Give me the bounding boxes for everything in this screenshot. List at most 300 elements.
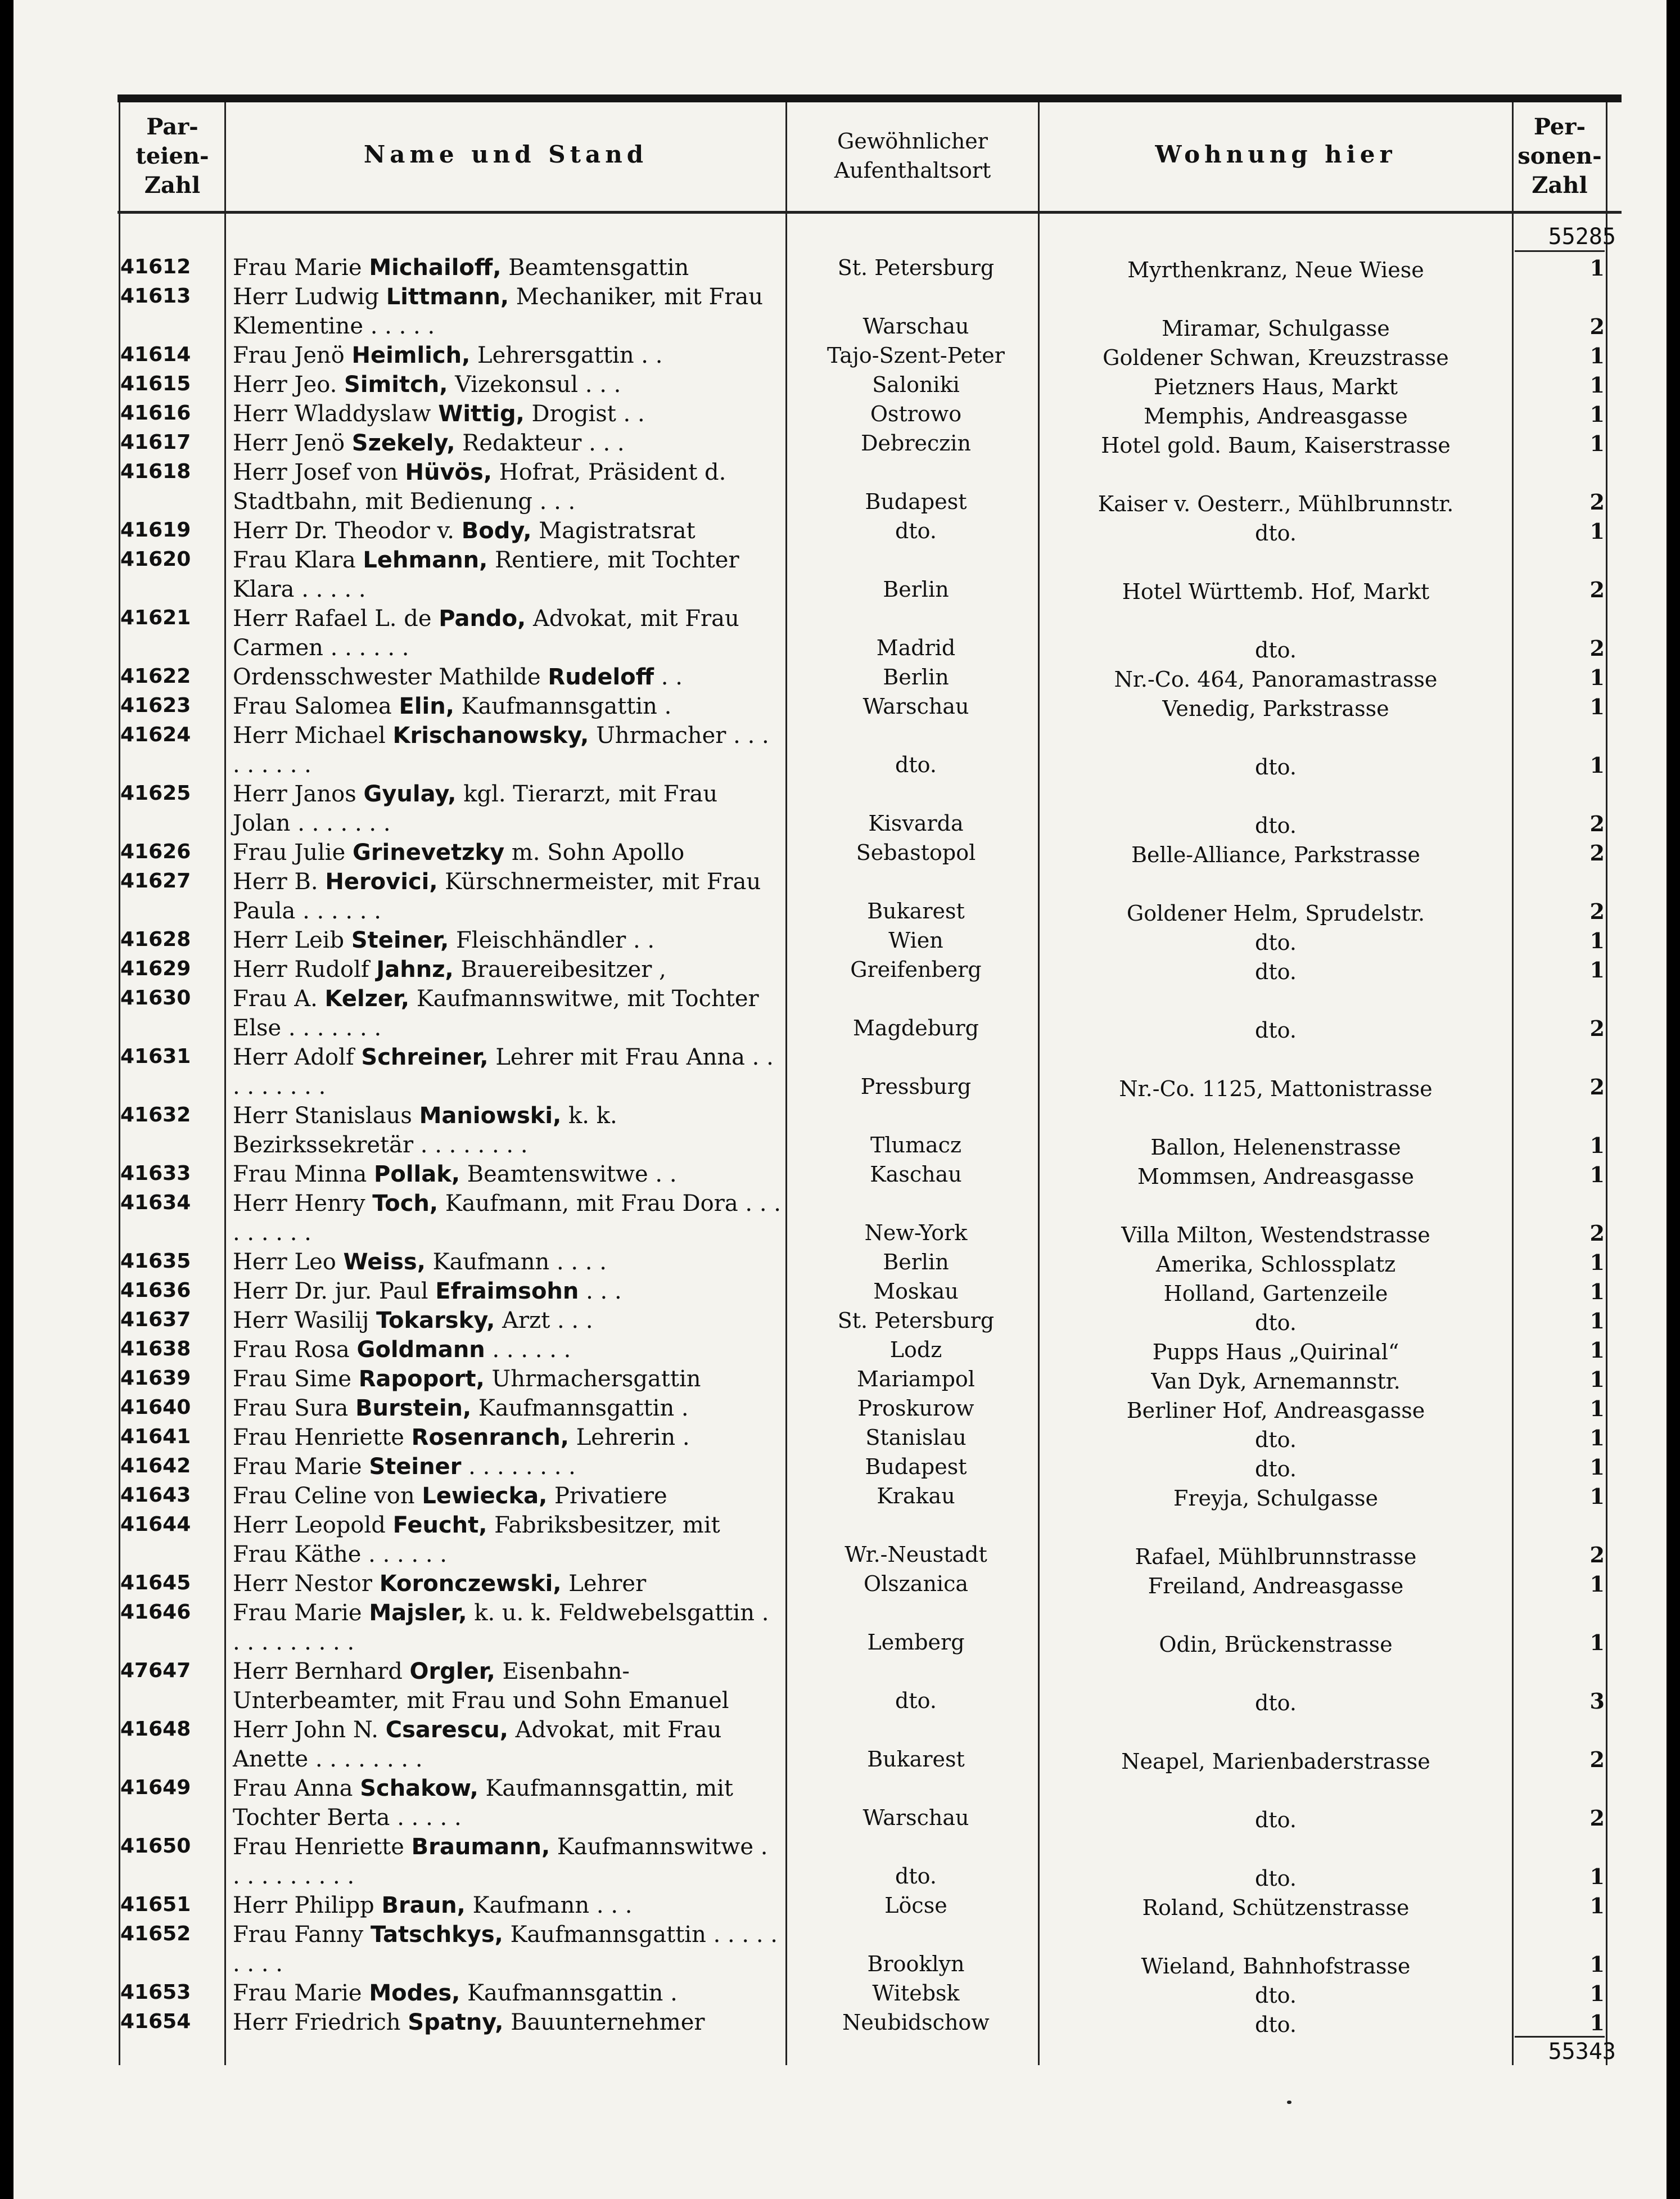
local-address: Berliner Hof, Andreasgasse <box>1126 1398 1425 1423</box>
usual-residence: Stanislau <box>865 1425 967 1450</box>
usual-residence: Neubidschow <box>842 2010 990 2035</box>
given-name: Frau Julie <box>233 840 346 866</box>
person-count: 1 <box>1589 431 1605 456</box>
header-name-column: Name und Stand <box>363 141 648 168</box>
local-address: Hotel gold. Baum, Kaiserstrasse <box>1101 433 1451 458</box>
local-address: Pietzners Haus, Markt <box>1153 375 1398 399</box>
party-number: 41622 <box>120 665 191 688</box>
name-and-status <box>233 370 781 399</box>
occupation: Lehrersgattin . . <box>477 343 663 368</box>
usual-residence: Ostrowo <box>870 402 962 426</box>
local-address: dto. <box>1255 1018 1297 1043</box>
usual-residence: Debreczin <box>861 431 971 456</box>
page-total: 55343 <box>1548 2039 1616 2065</box>
given-name: Herr Ludwig <box>233 284 380 310</box>
party-number: 41635 <box>120 1250 191 1273</box>
occupation: Redakteur . . . <box>462 430 625 456</box>
local-address: dto. <box>1255 959 1297 984</box>
given-name: Herr Henry <box>233 1191 365 1216</box>
person-count: 2 <box>1589 899 1605 924</box>
party-number: 41645 <box>120 1571 191 1594</box>
table-row <box>13 1832 1667 1891</box>
surname: Littmann, <box>386 284 509 310</box>
given-name: Frau Henriette <box>233 1425 404 1450</box>
occupation: Kaufmannsgattin . <box>478 1395 689 1421</box>
name-and-status <box>233 1247 781 1277</box>
given-name: Herr B. <box>233 869 318 895</box>
surname: Elin, <box>399 693 454 719</box>
local-address: dto. <box>1255 1310 1297 1335</box>
party-number: 47647 <box>120 1659 191 1682</box>
name-and-status <box>233 1569 781 1598</box>
party-number: 41624 <box>120 723 191 746</box>
party-number: 41646 <box>120 1601 191 1624</box>
given-name: Frau Anna <box>233 1776 353 1801</box>
surname: Braun, <box>381 1892 466 1918</box>
surname: Toch, <box>372 1191 439 1216</box>
given-name: Herr Jenö <box>233 430 345 456</box>
surname: Maniowski, <box>419 1103 562 1129</box>
usual-residence: Krakau <box>877 1484 955 1508</box>
given-name: Herr Wladdyslaw <box>233 401 431 427</box>
given-name: Frau Marie <box>233 1980 362 2006</box>
local-address: Wieland, Bahnhofstrasse <box>1141 1954 1411 1979</box>
local-address: Belle-Alliance, Parkstrasse <box>1131 842 1420 867</box>
usual-residence: Bukarest <box>867 899 965 923</box>
surname: Szekely, <box>351 430 455 456</box>
header-text: Zahl <box>144 172 201 199</box>
party-number: 41618 <box>120 460 191 483</box>
person-count: 2 <box>1589 577 1605 602</box>
local-address: Pupps Haus „Quirinal“ <box>1152 1340 1399 1364</box>
name-and-status <box>233 838 781 867</box>
occupation: Arzt . . . <box>502 1308 593 1333</box>
header-text: teien- <box>136 143 209 169</box>
surname: Herovici, <box>325 869 438 895</box>
name-and-status <box>233 2008 781 2037</box>
usual-residence: Moskau <box>873 1279 959 1304</box>
party-number: 41652 <box>120 1922 191 1945</box>
usual-residence: Löcse <box>884 1893 947 1918</box>
person-count: 1 <box>1589 1571 1605 1597</box>
name-and-status <box>233 399 781 429</box>
given-name: Frau Sura <box>233 1395 349 1421</box>
local-address: Miramar, Schulgasse <box>1162 316 1390 341</box>
name-and-status <box>233 1715 781 1774</box>
table-row <box>13 1364 1667 1394</box>
header-persons-column <box>1514 112 1606 200</box>
person-count: 1 <box>1589 928 1605 953</box>
person-count: 1 <box>1589 1454 1605 1480</box>
occupation: Kürschnermeister, mit Frau Paula . . . . . . <box>233 869 768 924</box>
given-name: Frau Marie <box>233 255 362 281</box>
table-row <box>13 1306 1667 1335</box>
occupation: Kaufmannsgattin . <box>467 1980 678 2006</box>
header-text: sonen- <box>1518 143 1602 169</box>
given-name: Herr Adolf <box>233 1044 354 1070</box>
person-count: 1 <box>1589 665 1605 690</box>
surname: Lehmann, <box>363 547 488 573</box>
person-count: 1 <box>1589 1425 1605 1450</box>
local-address: Goldener Schwan, Kreuzstrasse <box>1103 345 1449 370</box>
name-and-status <box>233 1277 781 1306</box>
given-name: Herr Wasilij <box>233 1308 369 1333</box>
given-name: Frau Henriette <box>233 1834 404 1860</box>
surname: Kelzer, <box>324 986 410 1012</box>
occupation: Fleischhändler . . <box>456 927 655 953</box>
header-text: Gewöhnlicher <box>837 129 988 154</box>
occupation: Lehrer mit Frau Anna . . . . . . . . . <box>233 1044 781 1100</box>
occupation: Kaufmann . . . . <box>432 1249 607 1275</box>
given-name: Frau Celine von <box>233 1483 415 1509</box>
party-number: 41634 <box>120 1191 191 1214</box>
table-row <box>13 1423 1667 1452</box>
surname: Orgler, <box>409 1659 495 1684</box>
given-name: Herr John N. <box>233 1717 379 1743</box>
name-and-status <box>233 779 781 838</box>
person-count: 2 <box>1589 1220 1605 1246</box>
name-and-status <box>233 1598 781 1657</box>
local-address: Venedig, Parkstrasse <box>1162 696 1389 721</box>
person-count: 1 <box>1589 1133 1605 1158</box>
local-address: Nr.-Co. 1125, Mattonistrasse <box>1119 1076 1433 1101</box>
usual-residence: dto. <box>895 519 937 543</box>
name-and-status <box>233 458 781 516</box>
party-number: 41649 <box>120 1776 191 1799</box>
given-name: Herr Leopold <box>233 1512 386 1538</box>
person-count: 1 <box>1589 1864 1605 1889</box>
surname: Simitch, <box>344 372 448 398</box>
local-address: dto. <box>1255 521 1297 546</box>
local-address: Mommsen, Andreasgasse <box>1137 1164 1414 1189</box>
surname: Gyulay, <box>363 781 457 807</box>
occupation: Hofrat, Präsident d. Stadtbahn, mit Bedienung . . . <box>233 459 734 515</box>
usual-residence: Berlin <box>883 665 949 690</box>
table-row <box>13 429 1667 458</box>
occupation: m. Sohn Apollo <box>511 840 685 866</box>
usual-residence: Proskurow <box>857 1396 974 1421</box>
person-count: 1 <box>1589 1279 1605 1304</box>
carry-over-total: 55285 <box>1548 224 1616 250</box>
party-number: 41615 <box>120 372 191 395</box>
occupation: Kaufmannswitwe, mit Tochter Else . . . . . . . <box>233 986 766 1041</box>
name-and-status <box>233 984 781 1043</box>
party-number: 41631 <box>120 1045 191 1068</box>
table-row <box>13 1891 1667 1920</box>
surname: Michailoff, <box>369 255 502 281</box>
table-row <box>13 692 1667 721</box>
usual-residence: Warschau <box>862 1805 969 1830</box>
table-row <box>13 984 1667 1043</box>
local-address: Amerika, Schlossplatz <box>1155 1252 1396 1277</box>
table-row <box>13 2008 1667 2037</box>
party-number: 41613 <box>120 285 191 308</box>
usual-residence: Berlin <box>883 1250 949 1274</box>
party-number: 41653 <box>120 1981 191 2004</box>
total-rule <box>1515 250 1605 252</box>
person-count: 1 <box>1589 402 1605 427</box>
local-address: Freiland, Andreasgasse <box>1148 1574 1404 1598</box>
given-name: Frau Fanny <box>233 1922 364 1948</box>
table-row <box>13 1569 1667 1598</box>
name-and-status <box>233 1335 781 1364</box>
usual-residence: dto. <box>895 1688 937 1713</box>
table-row <box>13 1481 1667 1511</box>
surname: Efraimsohn <box>435 1278 579 1304</box>
person-count: 1 <box>1589 2010 1605 2035</box>
usual-residence: St. Petersburg <box>837 255 995 280</box>
table-row <box>13 1511 1667 1569</box>
name-and-status <box>233 1394 781 1423</box>
occupation: Brauereibesitzer , <box>460 957 666 983</box>
name-and-status <box>233 253 781 282</box>
person-count: 2 <box>1589 314 1605 339</box>
local-address: dto. <box>1255 813 1297 838</box>
local-address: Roland, Schützenstrasse <box>1142 1895 1410 1920</box>
register-page <box>13 0 1667 2199</box>
top-rule <box>118 94 1622 102</box>
party-number: 41616 <box>120 402 191 425</box>
table-row <box>13 1979 1667 2008</box>
name-and-status <box>233 604 781 663</box>
table-row <box>13 370 1667 399</box>
table-row <box>13 721 1667 779</box>
given-name: Herr Michael <box>233 723 386 749</box>
given-name: Frau Jenö <box>233 343 345 368</box>
given-name: Frau Klara <box>233 547 356 573</box>
surname: Goldmann <box>356 1337 485 1363</box>
occupation: Bauunternehmer <box>511 2009 705 2035</box>
occupation: Kaufmannswitwe . . . . . . . . . . <box>233 1834 775 1889</box>
given-name: Herr Friedrich <box>233 2009 401 2035</box>
surname: Burstein, <box>355 1395 472 1421</box>
party-number: 41643 <box>120 1484 191 1507</box>
surname: Modes, <box>369 1980 460 2006</box>
given-name: Herr Rafael L. de <box>233 606 432 632</box>
occupation: Kaufmann, mit Frau Dora . . . . . . . . . <box>233 1191 788 1246</box>
table-row <box>13 458 1667 516</box>
surname: Csarescu, <box>385 1717 508 1743</box>
person-count: 1 <box>1589 255 1605 281</box>
occupation: . . <box>661 664 683 690</box>
header-text: Zahl <box>1532 172 1588 199</box>
table-row <box>13 282 1667 341</box>
surname: Krischanowsky, <box>392 723 589 749</box>
party-number: 41641 <box>120 1425 191 1448</box>
person-count: 1 <box>1589 372 1605 398</box>
person-count: 2 <box>1589 1074 1605 1100</box>
given-name: Frau Rosa <box>233 1337 350 1363</box>
usual-residence: Lodz <box>889 1337 942 1362</box>
table-row <box>13 1277 1667 1306</box>
name-and-status <box>233 1101 781 1160</box>
name-and-status <box>233 429 781 458</box>
table-row <box>13 1394 1667 1423</box>
occupation: Uhrmachersgattin <box>491 1366 701 1392</box>
given-name: Herr Janos <box>233 781 356 807</box>
local-address: Odin, Brückenstrasse <box>1159 1632 1393 1657</box>
surname: Body, <box>461 518 532 544</box>
party-number: 41639 <box>120 1367 191 1390</box>
person-count: 1 <box>1589 1250 1605 1275</box>
usual-residence: Lemberg <box>867 1630 965 1655</box>
name-and-status <box>233 1832 781 1891</box>
given-name: Frau A. <box>233 986 318 1012</box>
occupation: Drogist . . <box>531 401 645 427</box>
name-and-status <box>233 1657 781 1715</box>
person-count: 2 <box>1589 489 1605 515</box>
person-count: 1 <box>1589 1308 1605 1333</box>
usual-residence: dto. <box>895 752 937 777</box>
header-place-column <box>787 127 1038 185</box>
given-name: Herr Dr. Theodor v. <box>233 518 455 544</box>
given-name: Frau Sime <box>233 1366 351 1392</box>
person-count: 1 <box>1589 694 1605 719</box>
occupation: Fabriksbesitzer, mit Frau Käthe . . . . . . <box>233 1512 728 1567</box>
party-number: 41633 <box>120 1162 191 1185</box>
name-and-status <box>233 1774 781 1832</box>
table-row <box>13 1160 1667 1189</box>
party-number: 41651 <box>120 1893 191 1916</box>
person-count: 1 <box>1589 1396 1605 1421</box>
name-and-status <box>233 1160 781 1189</box>
usual-residence: New-York <box>864 1220 968 1245</box>
name-and-status <box>233 1481 781 1511</box>
party-number: 41625 <box>120 782 191 805</box>
table-row <box>13 1715 1667 1774</box>
name-and-status <box>233 1423 781 1452</box>
table-row <box>13 546 1667 604</box>
table-row <box>13 926 1667 955</box>
party-number: 41654 <box>120 2010 191 2033</box>
person-count: 1 <box>1589 1893 1605 1918</box>
usual-residence: Warschau <box>862 314 969 339</box>
surname: Rapoport, <box>358 1366 485 1392</box>
occupation: Magistratsrat <box>539 518 696 544</box>
usual-residence: dto. <box>895 1864 937 1889</box>
usual-residence: Olszanica <box>863 1571 969 1596</box>
given-name: Herr Jeo. <box>233 372 337 398</box>
table-row <box>13 1452 1667 1481</box>
party-number: 41620 <box>120 548 191 571</box>
name-and-status <box>233 1364 781 1394</box>
given-name: Frau Marie <box>233 1454 362 1480</box>
party-number: 41619 <box>120 519 191 542</box>
local-address: Hotel Württemb. Hof, Markt <box>1122 579 1430 604</box>
usual-residence: St. Petersburg <box>837 1308 995 1333</box>
table-row <box>13 341 1667 370</box>
table-row <box>13 1657 1667 1715</box>
person-count: 1 <box>1589 519 1605 544</box>
usual-residence: Mariampol <box>857 1367 975 1391</box>
name-and-status <box>233 692 781 721</box>
surname: Tokarsky, <box>376 1308 495 1333</box>
party-number: 41617 <box>120 431 191 454</box>
usual-residence: Kisvarda <box>868 811 964 836</box>
person-count: 1 <box>1589 1162 1605 1187</box>
surname: Wittig, <box>438 401 525 427</box>
table-row <box>13 1774 1667 1832</box>
name-and-status <box>233 663 781 692</box>
surname: Steiner, <box>351 927 449 953</box>
occupation: Kaufmann . . . <box>472 1892 633 1918</box>
person-count: 1 <box>1589 1630 1605 1655</box>
usual-residence: Wien <box>888 928 943 953</box>
occupation: k. k. Bezirkssekretär . . . . . . . . <box>233 1103 625 1158</box>
ink-speck <box>1287 2101 1291 2104</box>
person-count: 1 <box>1589 752 1605 778</box>
occupation: Kaufmannsgattin . <box>461 693 672 719</box>
occupation: Lehrer <box>568 1571 647 1597</box>
usual-residence: Tajo-Szent-Peter <box>827 343 1005 368</box>
name-and-status <box>233 1920 785 1979</box>
given-name: Herr Dr. jur. Paul <box>233 1278 428 1304</box>
header-address-column: Wohnung hier <box>1155 141 1397 168</box>
usual-residence: Bukarest <box>867 1747 965 1772</box>
table-row <box>13 1043 1667 1101</box>
total-rule <box>1515 2036 1605 2038</box>
local-address: dto. <box>1255 1427 1297 1452</box>
table-row <box>13 779 1667 838</box>
occupation: Kaufmannsgattin, mit Tochter Berta . . . . . <box>233 1776 740 1831</box>
table-row <box>13 516 1667 546</box>
local-address: Holland, Gartenzeile <box>1163 1281 1388 1306</box>
usual-residence: Pressburg <box>860 1074 972 1099</box>
usual-residence: Tlumacz <box>870 1133 961 1157</box>
usual-residence: Magdeburg <box>853 1016 979 1040</box>
person-count: 1 <box>1589 1952 1605 1977</box>
header-text: Per- <box>1533 114 1586 140</box>
usual-residence: Berlin <box>883 577 949 602</box>
name-and-status <box>233 1511 781 1569</box>
name-and-status <box>233 1891 781 1920</box>
local-address: Rafael, Mühlbrunnstrasse <box>1135 1544 1417 1569</box>
surname: Jahnz, <box>376 957 454 983</box>
surname: Majsler, <box>369 1600 467 1626</box>
table-row <box>13 253 1667 282</box>
given-name: Frau Salomea <box>233 693 392 719</box>
table-row <box>13 1920 1667 1979</box>
person-count: 2 <box>1589 1016 1605 1041</box>
person-count: 2 <box>1589 1542 1605 1567</box>
given-name: Ordensschwester Mathilde <box>233 664 541 690</box>
person-count: 2 <box>1589 1747 1605 1772</box>
party-number: 41636 <box>120 1279 191 1302</box>
table-row <box>13 1598 1667 1657</box>
table-row <box>13 399 1667 429</box>
surname: Lewiecka, <box>422 1483 548 1509</box>
table-row <box>13 604 1667 663</box>
person-count: 2 <box>1589 636 1605 661</box>
name-and-status <box>233 516 781 546</box>
usual-residence: Kaschau <box>870 1162 962 1187</box>
party-number: 41629 <box>120 957 191 980</box>
occupation: Kaufmannsgattin . . . . . . . . . <box>233 1922 785 1977</box>
local-address: dto. <box>1255 930 1297 955</box>
name-and-status <box>233 955 781 984</box>
local-address: dto. <box>1255 1691 1297 1715</box>
party-number: 41612 <box>120 255 191 278</box>
usual-residence: Sebastopol <box>856 840 976 865</box>
party-number: 41644 <box>120 1513 191 1536</box>
party-number: 41637 <box>120 1308 191 1331</box>
given-name: Herr Leo <box>233 1249 336 1275</box>
party-number: 41632 <box>120 1103 191 1126</box>
surname: Rosenranch, <box>411 1425 569 1450</box>
given-name: Herr Philipp <box>233 1892 374 1918</box>
person-count: 2 <box>1589 840 1605 866</box>
party-number: 41626 <box>120 840 191 863</box>
